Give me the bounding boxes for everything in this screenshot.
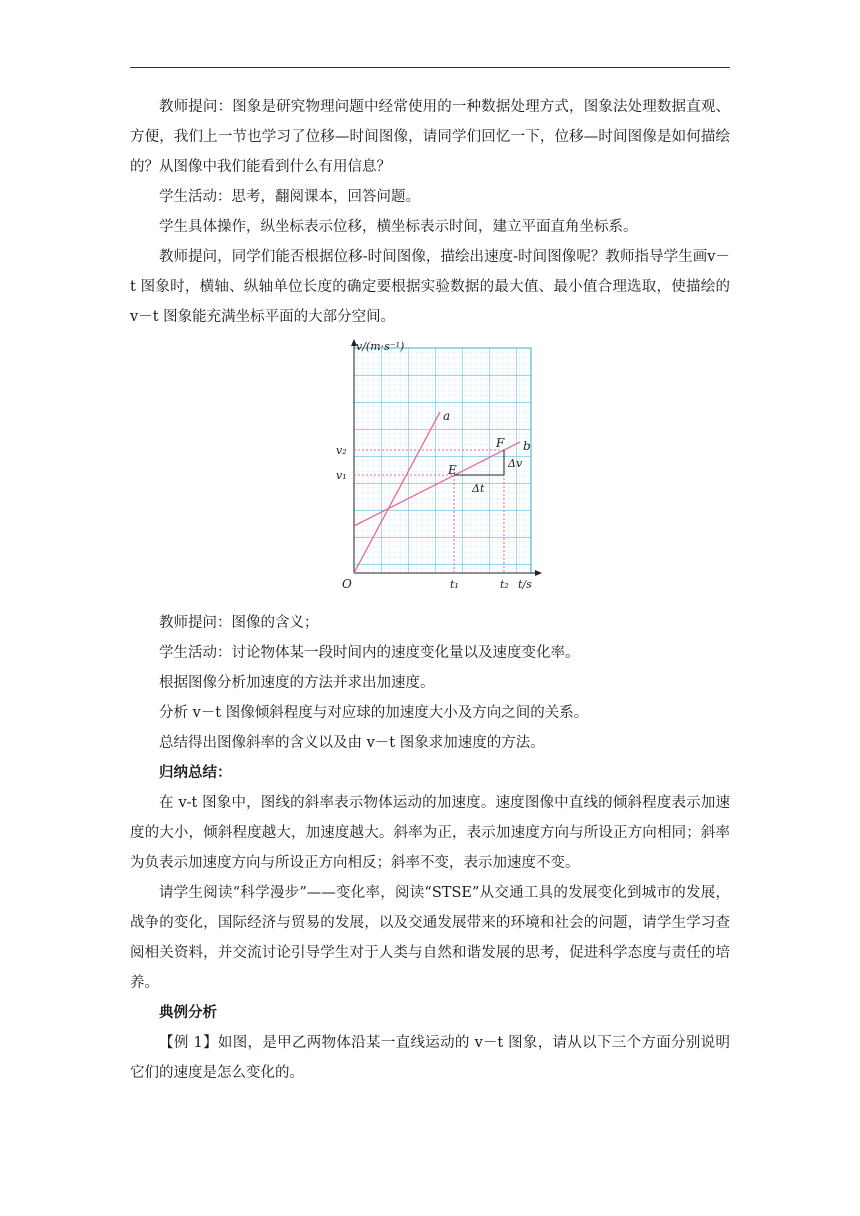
example-1-text: 【例 1】如图，是甲乙两物体沿某一直线运动的 v－t 图象，请从以下三个方面分别说明它们的速度是怎么变化的。	[130, 1035, 730, 1081]
line-a-label: a	[443, 409, 451, 423]
example-heading: 典例分析	[159, 1004, 217, 1021]
vt-graph	[330, 336, 550, 598]
v2-label: v₂	[336, 444, 347, 457]
paragraph-student-activity-2: 学生活动：讨论物体某一段时间内的速度变化量以及速度变化率。	[159, 645, 580, 661]
summary-heading: 归纳总结：	[159, 764, 232, 781]
y-axis-label: v/(m·s⁻¹)	[356, 340, 405, 353]
point-f-label: F	[496, 436, 505, 450]
x-axis-arrow	[535, 570, 542, 576]
point-e-label: E	[448, 463, 457, 477]
paragraph-student-operation: 学生具体操作，纵坐标表示位移，横坐标表示时间，建立平面直角坐标系。	[159, 219, 638, 235]
vt-graph-figure	[130, 336, 730, 604]
t2-label: t₂	[500, 578, 509, 591]
paragraph-summary-1: 在 v-t 图象中，图线的斜率表示物体运动的加速度。速度图像中直线的倾斜程度表示加速度的大小，倾斜程度越大，加速度越大。斜率为正，表示加速度方向与所设正方向相同；斜率为负表示加速度方向与所设正方向相反；斜率不变，表示加速度不变。	[130, 795, 730, 871]
t1-label: t₁	[450, 578, 459, 591]
paragraph-summary-2: 请学生阅读“科学漫步”——变化率，阅读“STSE”从交通工具的发展变化到城市的发展，战争的变化，国际经济与贸易的发展，以及交通发展带来的环境和社会的问题，请学生学习查阅相关资料，并交流讨论引导学生对于人类与自然和谐发展的思考，促进科学态度与责任的培养。	[130, 885, 730, 991]
paragraph-teacher-question-1: 教师提问：图象是研究物理问题中经常使用的一种数据处理方式，图象法处理数据直观、方便，我们上一节也学习了位移—时间图像，请同学们回忆一下，位移—时间图像是如何描绘的？从图像中我们能看到什么有用信息？	[130, 99, 730, 175]
paragraph-slope-summary: 总结得出图像斜率的含义以及由 v－t 图象求加速度的方法。	[159, 735, 545, 751]
v1-label: v₁	[336, 469, 347, 482]
x-axis-label: t/s	[518, 578, 532, 591]
header-rule	[130, 67, 730, 68]
document-body	[130, 92, 730, 1088]
paragraph-teacher-question-3: 教师提问：图像的含义；	[159, 615, 319, 631]
delta-v-label: Δv	[508, 457, 523, 470]
origin-label: O	[342, 577, 352, 591]
delta-t-label: Δt	[472, 482, 485, 495]
paragraph-student-activity-1: 学生活动：思考，翻阅课本，回答问题。	[159, 189, 420, 205]
line-b-label: b	[523, 439, 531, 453]
paragraph-slope-analysis: 分析 v－t 图像倾斜程度与对应球的加速度大小及方向之间的关系。	[159, 705, 589, 721]
paragraph-acceleration-method: 根据图像分析加速度的方法并求出加速度。	[159, 675, 435, 691]
paragraph-teacher-question-2: 教师提问，同学们能否根据位移-时间图像，描绘出速度-时间图像呢？教师指导学生画v－t 图象时，横轴、纵轴单位长度的确定要根据实验数据的最大值、最小值合理选取，使描绘的 v－t 图象能充满坐标平面的大部分空间。	[130, 249, 730, 325]
